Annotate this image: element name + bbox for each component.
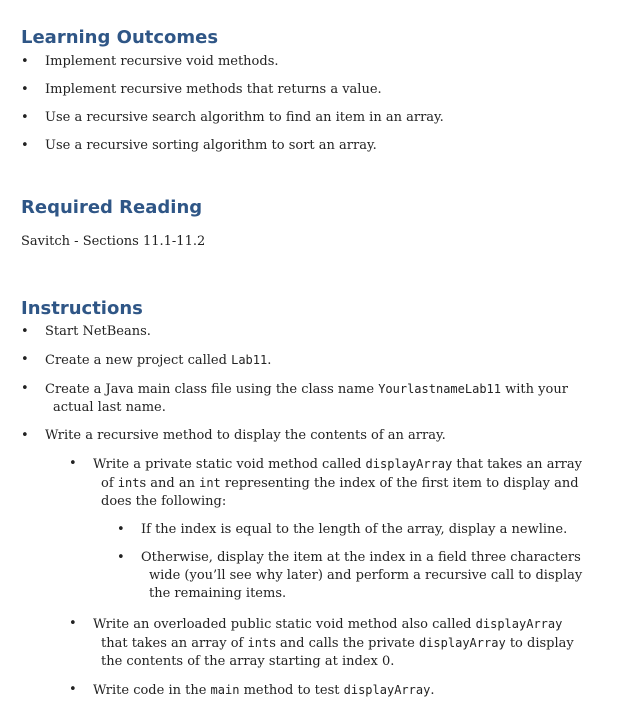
list-item [69, 681, 593, 700]
bullet: • [21, 428, 29, 443]
text-run: Create a new project called [45, 353, 232, 368]
text-run: . [267, 353, 272, 368]
required-reading-heading: Required Reading [21, 197, 203, 218]
list-item-text: If the index is equal to the length of the array, display a newline. [141, 522, 568, 537]
code-run: displayArray [475, 617, 563, 631]
bullet: • [21, 54, 29, 69]
list-item [21, 137, 605, 155]
text-run: Write a private static void method called [93, 457, 366, 472]
bullet: • [117, 550, 125, 565]
text-run: that takes an array of [101, 457, 582, 491]
bullet: • [69, 456, 77, 471]
code-run: YourlastnameLab11 [378, 382, 502, 396]
bullet: • [69, 682, 77, 697]
text-run: to display the contents of the array starting at index 0. [101, 636, 574, 669]
text-run: s and calls the private [269, 636, 419, 651]
list-item-text: Otherwise, display the item at the index in a field three characters wide (you’ll see why later) and perform a recursive call to display the remaining items. [141, 550, 583, 601]
code-run: displayArray [343, 683, 431, 697]
list-item [21, 81, 605, 99]
list-item-text [93, 455, 593, 511]
bullet: • [21, 381, 29, 396]
code-run: displayArray [418, 636, 506, 650]
list-item-text: Implement recursive void methods. [45, 54, 279, 69]
text-run: s and an [139, 476, 200, 491]
code-run: displayArray [365, 457, 453, 471]
bullet: • [21, 138, 29, 153]
list-item-text: Write a recursive method to display the contents of an array. [45, 428, 446, 443]
list-item [117, 521, 601, 539]
bullet: • [117, 522, 125, 537]
list-item-text: Use a recursive sorting algorithm to sort an array. [45, 138, 377, 153]
text-run: representing the index of the first item to display and does the following: [101, 476, 579, 509]
instructions-heading: Instructions [21, 298, 143, 319]
text-run: Write an overloaded public static void method also called [93, 617, 476, 632]
bullet: • [21, 110, 29, 125]
list-item [21, 427, 605, 445]
list-item [117, 549, 601, 603]
code-run: main [210, 683, 240, 697]
code-run: int [247, 636, 270, 650]
bullet: • [21, 82, 29, 97]
bullet: • [69, 616, 77, 631]
list-item [69, 615, 593, 671]
list-item [21, 323, 605, 341]
list-item [21, 109, 605, 127]
list-item [21, 380, 605, 417]
text-run: that takes an array of [101, 636, 248, 651]
list-item-text [45, 380, 605, 417]
text-run: Write code in the [93, 683, 211, 698]
bullet: • [21, 352, 29, 367]
code-run: Lab11 [231, 353, 268, 367]
list-item-text [93, 615, 593, 671]
list-item [21, 351, 605, 370]
text-run: . [430, 683, 435, 698]
bullet: • [21, 324, 29, 339]
text-run: with your actual last name. [53, 382, 568, 415]
list-item-text: Use a recursive search algorithm to find an item in an array. [45, 110, 444, 125]
list-item-text [93, 681, 593, 700]
list-item [21, 53, 605, 71]
text-run: method to test [239, 683, 344, 698]
list-item-text: Start NetBeans. [45, 324, 151, 339]
code-run: int [199, 476, 221, 490]
list-item-text [45, 351, 605, 370]
required-reading-text: Savitch - Sections 11.1-11.2 [21, 234, 206, 249]
list-item [69, 455, 593, 511]
learning-outcomes-heading: Learning Outcomes [21, 27, 219, 48]
code-run: int [117, 476, 140, 490]
list-item-text: Implement recursive methods that returns a value. [45, 82, 382, 97]
text-run: Create a Java main class file using the class name [45, 382, 379, 397]
